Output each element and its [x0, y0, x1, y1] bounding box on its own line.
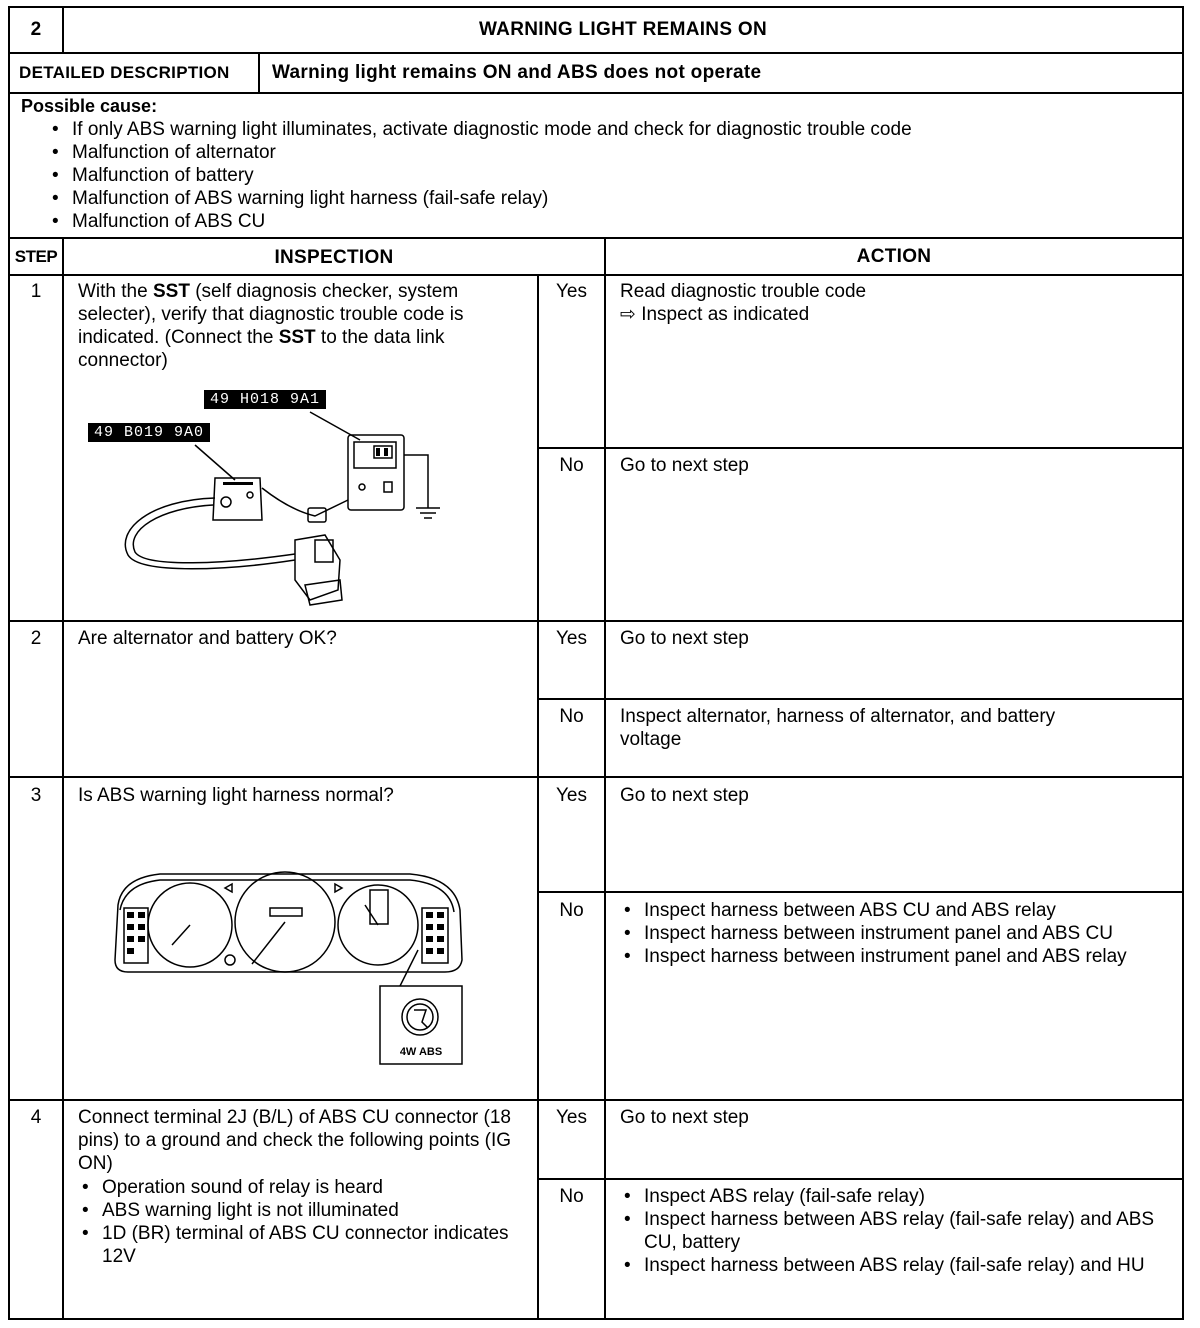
step-number: 4: [30, 1107, 42, 1128]
step-column-header: STEP: [14, 247, 58, 266]
step-4-no-action-list: [620, 1185, 1170, 1277]
list-item: • Malfunction of battery: [48, 164, 1168, 187]
step-2-no-action: Inspect alternator, harness of alternator, and battery voltage: [620, 706, 1056, 750]
list-item: • Operation sound of relay is heard: [78, 1176, 523, 1199]
list-item: • Inspect harness between ABS CU and ABS relay: [620, 899, 1170, 922]
step-number: 2: [30, 628, 42, 649]
list-item: • ABS warning light is not illuminated: [78, 1199, 523, 1222]
step-3-inspection: Is ABS warning light harness normal?: [78, 785, 394, 806]
step-4-inspection: Connect terminal 2J (B/L) of ABS CU connector (18 pins) to a ground and check the following points (IG ON): [78, 1107, 512, 1174]
abs-warning-label: 4W ABS: [399, 1046, 443, 1058]
detailed-description-label: DETAILED DESCRIPTION: [19, 63, 230, 82]
step-1-inspection: With the SST (self diagnosis checker, system selecter), verify that diagnostic trouble code is indicated. (Connect the SST to the data link connector): [78, 281, 464, 371]
no-label: No: [559, 455, 584, 476]
step-2-yes-action: Go to next step: [620, 628, 749, 649]
no-label: No: [559, 706, 584, 727]
step-1-no-action: Go to next step: [620, 455, 749, 476]
step-4-check-list: [78, 1176, 523, 1268]
sst-part-number-label: 49 B019 9A0: [88, 423, 210, 442]
procedure-number: 2: [30, 19, 42, 40]
instrument-cluster-illustration: [110, 860, 470, 1065]
step-3-yes-action: Go to next step: [620, 785, 749, 806]
possible-cause-list: [48, 118, 1168, 233]
step-2-inspection: Are alternator and battery OK?: [78, 628, 337, 649]
yes-label: Yes: [556, 785, 587, 806]
list-item: • 1D (BR) terminal of ABS CU connector indicates 12V: [78, 1222, 523, 1268]
yes-label: Yes: [556, 628, 587, 649]
list-item: • Malfunction of ABS warning light harness (fail-safe relay): [48, 187, 1168, 210]
list-item: • Inspect harness between ABS relay (fail-safe relay) and ABS CU, battery: [620, 1208, 1170, 1254]
list-item: • Inspect harness between instrument panel and ABS relay: [620, 945, 1170, 968]
sst-part-number-label: 49 H018 9A1: [204, 390, 326, 409]
list-item: • Inspect harness between ABS relay (fail-safe relay) and HU: [620, 1254, 1170, 1277]
step-1-yes-action: Read diagnostic trouble code ⇨ Inspect as indicated: [620, 281, 867, 325]
list-item: • Malfunction of alternator: [48, 141, 1168, 164]
list-item: • Inspect harness between instrument panel and ABS CU: [620, 922, 1170, 945]
page-title: WARNING LIGHT REMAINS ON: [479, 19, 767, 40]
possible-cause-label: Possible cause:: [21, 96, 158, 116]
step-3-no-action-list: [620, 899, 1170, 968]
yes-label: Yes: [556, 1107, 587, 1128]
sst-checker-illustration: [110, 390, 440, 615]
detailed-description-text: Warning light remains ON and ABS does not operate: [272, 62, 762, 83]
no-label: No: [559, 900, 584, 921]
step-number: 3: [30, 785, 42, 806]
no-label: No: [559, 1186, 584, 1207]
list-item: • Malfunction of ABS CU: [48, 210, 1168, 233]
list-item: • Inspect ABS relay (fail-safe relay): [620, 1185, 1170, 1208]
list-item: • If only ABS warning light illuminates, activate diagnostic mode and check for diagnostic trouble code: [48, 118, 1168, 141]
yes-label: Yes: [556, 281, 587, 302]
action-column-header: ACTION: [856, 246, 932, 267]
inspection-column-header: INSPECTION: [274, 247, 394, 268]
step-4-yes-action: Go to next step: [620, 1107, 749, 1128]
step-number: 1: [30, 281, 42, 302]
